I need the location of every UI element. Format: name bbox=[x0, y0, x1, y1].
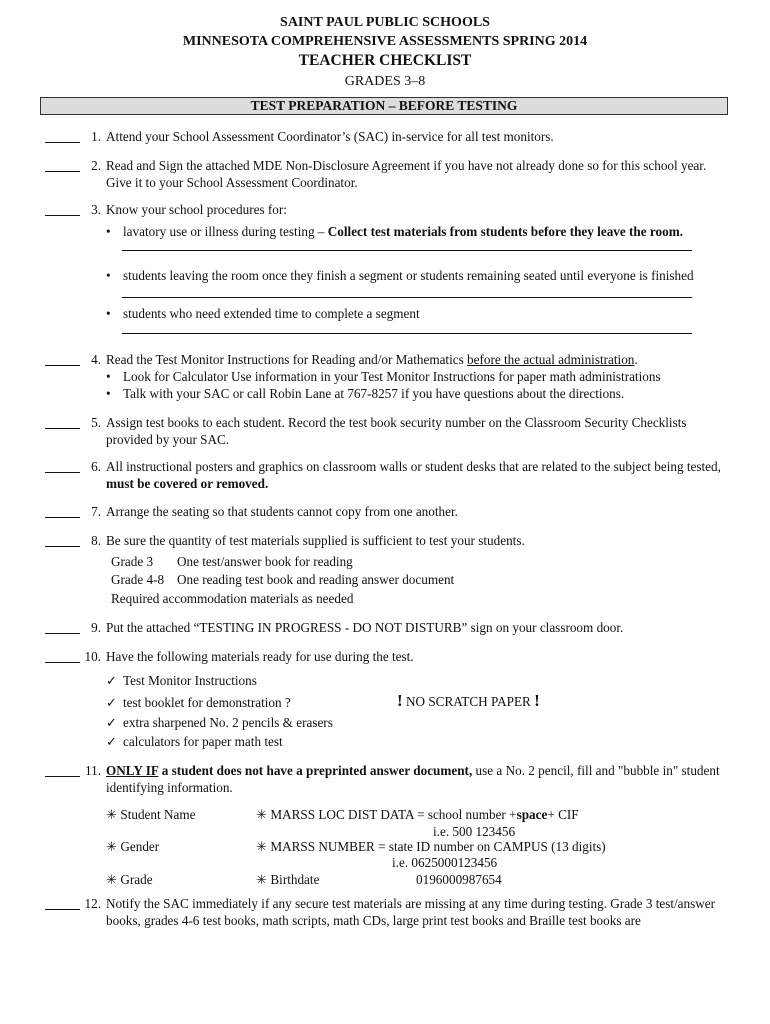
checklist-item-8 bbox=[45, 532, 735, 549]
grade-field bbox=[106, 871, 153, 888]
checklist-item-10 bbox=[45, 648, 735, 665]
check-blank[interactable] bbox=[45, 201, 80, 216]
item-bold-text: must be covered or removed. bbox=[106, 476, 269, 491]
item-underlined-text: before the actual administration bbox=[467, 352, 635, 367]
scratch-paper-warning bbox=[397, 692, 540, 710]
write-in-line[interactable] bbox=[122, 250, 692, 251]
asterisk-icon: ✳ bbox=[106, 872, 118, 887]
grade3-label: Grade 3 bbox=[111, 554, 154, 569]
check-blank[interactable] bbox=[45, 503, 80, 518]
district-title: SAINT PAUL PUBLIC SCHOOLS bbox=[280, 15, 490, 30]
bullet-icon: • bbox=[106, 369, 111, 384]
student-name-field bbox=[106, 806, 195, 823]
bullet-text: students leaving the room once they finish a segment or students remaining seated until everyone is finished bbox=[123, 268, 694, 283]
checklist-item-6 bbox=[45, 458, 735, 492]
bullet-text: Look for Calculator Use information in your Test Monitor Instructions for paper math administrations bbox=[123, 369, 661, 384]
warning-text: NO SCRATCH PAPER bbox=[402, 694, 535, 709]
field-label: Gender bbox=[120, 839, 160, 854]
item-number: 6. bbox=[91, 459, 101, 474]
item-text: use a No. 2 pencil, fill and "bubble in" student identifying information. bbox=[106, 763, 720, 795]
bullet-item bbox=[91, 223, 731, 240]
item-number: 5. bbox=[91, 415, 101, 430]
grade3-value: One test/answer book for reading bbox=[177, 554, 353, 569]
warning-icon: ! bbox=[397, 691, 403, 710]
item-number: 3. bbox=[91, 202, 101, 217]
asterisk-icon: ✳ bbox=[256, 807, 268, 822]
checklist-item-4 bbox=[45, 351, 735, 368]
item-text: Assign test books to each student. Record the test book security number on the Classroom Security Checklists provided by your SAC. bbox=[106, 415, 687, 447]
assessment-title: MINNESOTA COMPREHENSIVE ASSESSMENTS SPRING 2014 bbox=[182, 34, 588, 49]
write-in-line[interactable] bbox=[122, 333, 692, 334]
check-blank[interactable] bbox=[45, 895, 80, 910]
checklist-item-5 bbox=[45, 414, 735, 448]
checklist-item-7 bbox=[45, 503, 735, 520]
asterisk-icon: ✳ bbox=[106, 839, 118, 854]
marss-loc-field bbox=[256, 806, 579, 823]
item-number: 2. bbox=[91, 158, 101, 173]
field-label: Birthdate bbox=[270, 872, 320, 887]
grade48-value: One reading test book and reading answer document bbox=[177, 572, 455, 587]
item-text: Have the following materials ready for use during the test. bbox=[106, 649, 414, 664]
asterisk-icon: ✳ bbox=[106, 807, 118, 822]
checkmark-icon: ✓ bbox=[106, 673, 118, 688]
bullet-icon: • bbox=[106, 224, 111, 239]
marss-number-field bbox=[256, 838, 606, 855]
bullet-icon: • bbox=[106, 268, 111, 283]
birthdate-field bbox=[256, 871, 319, 888]
check-blank[interactable] bbox=[45, 762, 80, 777]
bullet-item bbox=[91, 385, 731, 402]
grades-label: GRADES 3–8 bbox=[344, 74, 426, 89]
item-text: Attend your School Assessment Coordinator’s (SAC) in-service for all test monitors. bbox=[106, 129, 554, 144]
asterisk-icon: ✳ bbox=[256, 872, 268, 887]
marss-number-example: i.e. 0625000123456 bbox=[392, 855, 498, 870]
item-number: 12. bbox=[84, 896, 101, 911]
check-blank[interactable] bbox=[45, 458, 80, 473]
check-blank[interactable] bbox=[45, 532, 80, 547]
bullet-item bbox=[91, 267, 731, 284]
birthdate-example: 0196000987654 bbox=[416, 872, 502, 887]
material-text: Test Monitor Instructions bbox=[123, 673, 257, 688]
item-number: 8. bbox=[91, 533, 101, 548]
item-text: Arrange the seating so that students cannot copy from one another. bbox=[106, 504, 458, 519]
checklist-item-2 bbox=[45, 157, 735, 191]
item-number: 1. bbox=[91, 129, 101, 144]
item-number: 7. bbox=[91, 504, 101, 519]
bullet-text: students who need extended time to complete a segment bbox=[123, 306, 420, 321]
check-list-item bbox=[91, 714, 731, 731]
bullet-icon: • bbox=[106, 386, 111, 401]
check-blank[interactable] bbox=[45, 619, 80, 634]
warning-icon: ! bbox=[534, 691, 540, 710]
item-number: 9. bbox=[91, 620, 101, 635]
check-blank[interactable] bbox=[45, 351, 80, 366]
checkmark-icon: ✓ bbox=[106, 715, 118, 730]
bullet-item bbox=[91, 368, 731, 385]
item-text-end: . bbox=[634, 352, 638, 367]
bullet-text: lavatory use or illness during testing – bbox=[123, 224, 328, 239]
checklist-item-3 bbox=[45, 201, 735, 218]
item-number: 4. bbox=[91, 352, 101, 367]
field-label: Grade bbox=[120, 872, 153, 887]
marss-loc-example: i.e. 500 123456 bbox=[433, 824, 516, 839]
checklist-title: TEACHER CHECKLIST bbox=[298, 52, 472, 69]
bullet-text: Talk with your SAC or call Robin Lane at 767-8257 if you have questions about the directions. bbox=[123, 386, 625, 401]
grade48-label: Grade 4-8 bbox=[111, 572, 165, 587]
space-bold: space bbox=[516, 807, 548, 822]
item-number: 10. bbox=[84, 649, 101, 664]
field-label: MARSS LOC DIST DATA = school number + bbox=[270, 807, 517, 822]
material-text: calculators for paper math test bbox=[123, 734, 283, 749]
check-list-item bbox=[91, 672, 731, 689]
item-number: 11. bbox=[85, 763, 101, 778]
only-if-text: ONLY IF bbox=[106, 763, 159, 778]
checklist-item-12 bbox=[45, 895, 735, 929]
item-text: Notify the SAC immediately if any secure test materials are missing at any time during testing. Grade 3 test/answer books, grades 4-6 test books, math scripts, math CDs, large print test books and Braille test books are bbox=[106, 896, 716, 928]
item-text: Read and Sign the attached MDE Non-Disclosure Agreement if you have not already done so for this school year. Give it to your School Assessment Coordinator. bbox=[106, 158, 707, 190]
check-blank[interactable] bbox=[45, 157, 80, 172]
checklist-item-11 bbox=[45, 762, 735, 796]
check-blank[interactable] bbox=[45, 414, 80, 429]
asterisk-icon: ✳ bbox=[256, 839, 268, 854]
check-blank[interactable] bbox=[45, 128, 80, 143]
write-in-line[interactable] bbox=[122, 297, 692, 298]
material-text: test booklet for demonstration ? bbox=[123, 695, 291, 710]
item-text: All instructional posters and graphics on classroom walls or student desks that are related to the subject being tested, bbox=[106, 459, 721, 474]
material-text: extra sharpened No. 2 pencils & erasers bbox=[123, 715, 333, 730]
item-text: Read the Test Monitor Instructions for Reading and/or Mathematics bbox=[106, 352, 468, 367]
item-text: Be sure the quantity of test materials supplied is sufficient to test your students. bbox=[106, 533, 525, 548]
item-bold-text: a student does not have a preprinted answer document, bbox=[158, 763, 473, 778]
checklist-item-1 bbox=[45, 128, 735, 145]
item-text: Know your school procedures for: bbox=[106, 202, 287, 217]
bullet-icon: • bbox=[106, 306, 111, 321]
gender-field bbox=[106, 838, 159, 855]
bullet-item bbox=[91, 305, 731, 322]
check-list-item bbox=[91, 733, 731, 750]
field-label: MARSS NUMBER = state ID number on CAMPUS (13 digits) bbox=[270, 839, 606, 854]
field-label: Student Name bbox=[120, 807, 196, 822]
checklist-item-9 bbox=[45, 619, 735, 636]
bullet-bold-text: Collect test materials from students before they leave the room. bbox=[327, 224, 683, 239]
check-blank[interactable] bbox=[45, 648, 80, 663]
accommodation-note: Required accommodation materials as needed bbox=[111, 591, 354, 606]
field-label-end: + CIF bbox=[547, 807, 579, 822]
checkmark-icon: ✓ bbox=[106, 695, 118, 710]
section-banner: TEST PREPARATION – BEFORE TESTING bbox=[40, 97, 728, 115]
checkmark-icon: ✓ bbox=[106, 734, 118, 749]
item-text: Put the attached “TESTING IN PROGRESS - DO NOT DISTURB” sign on your classroom door. bbox=[106, 620, 624, 635]
